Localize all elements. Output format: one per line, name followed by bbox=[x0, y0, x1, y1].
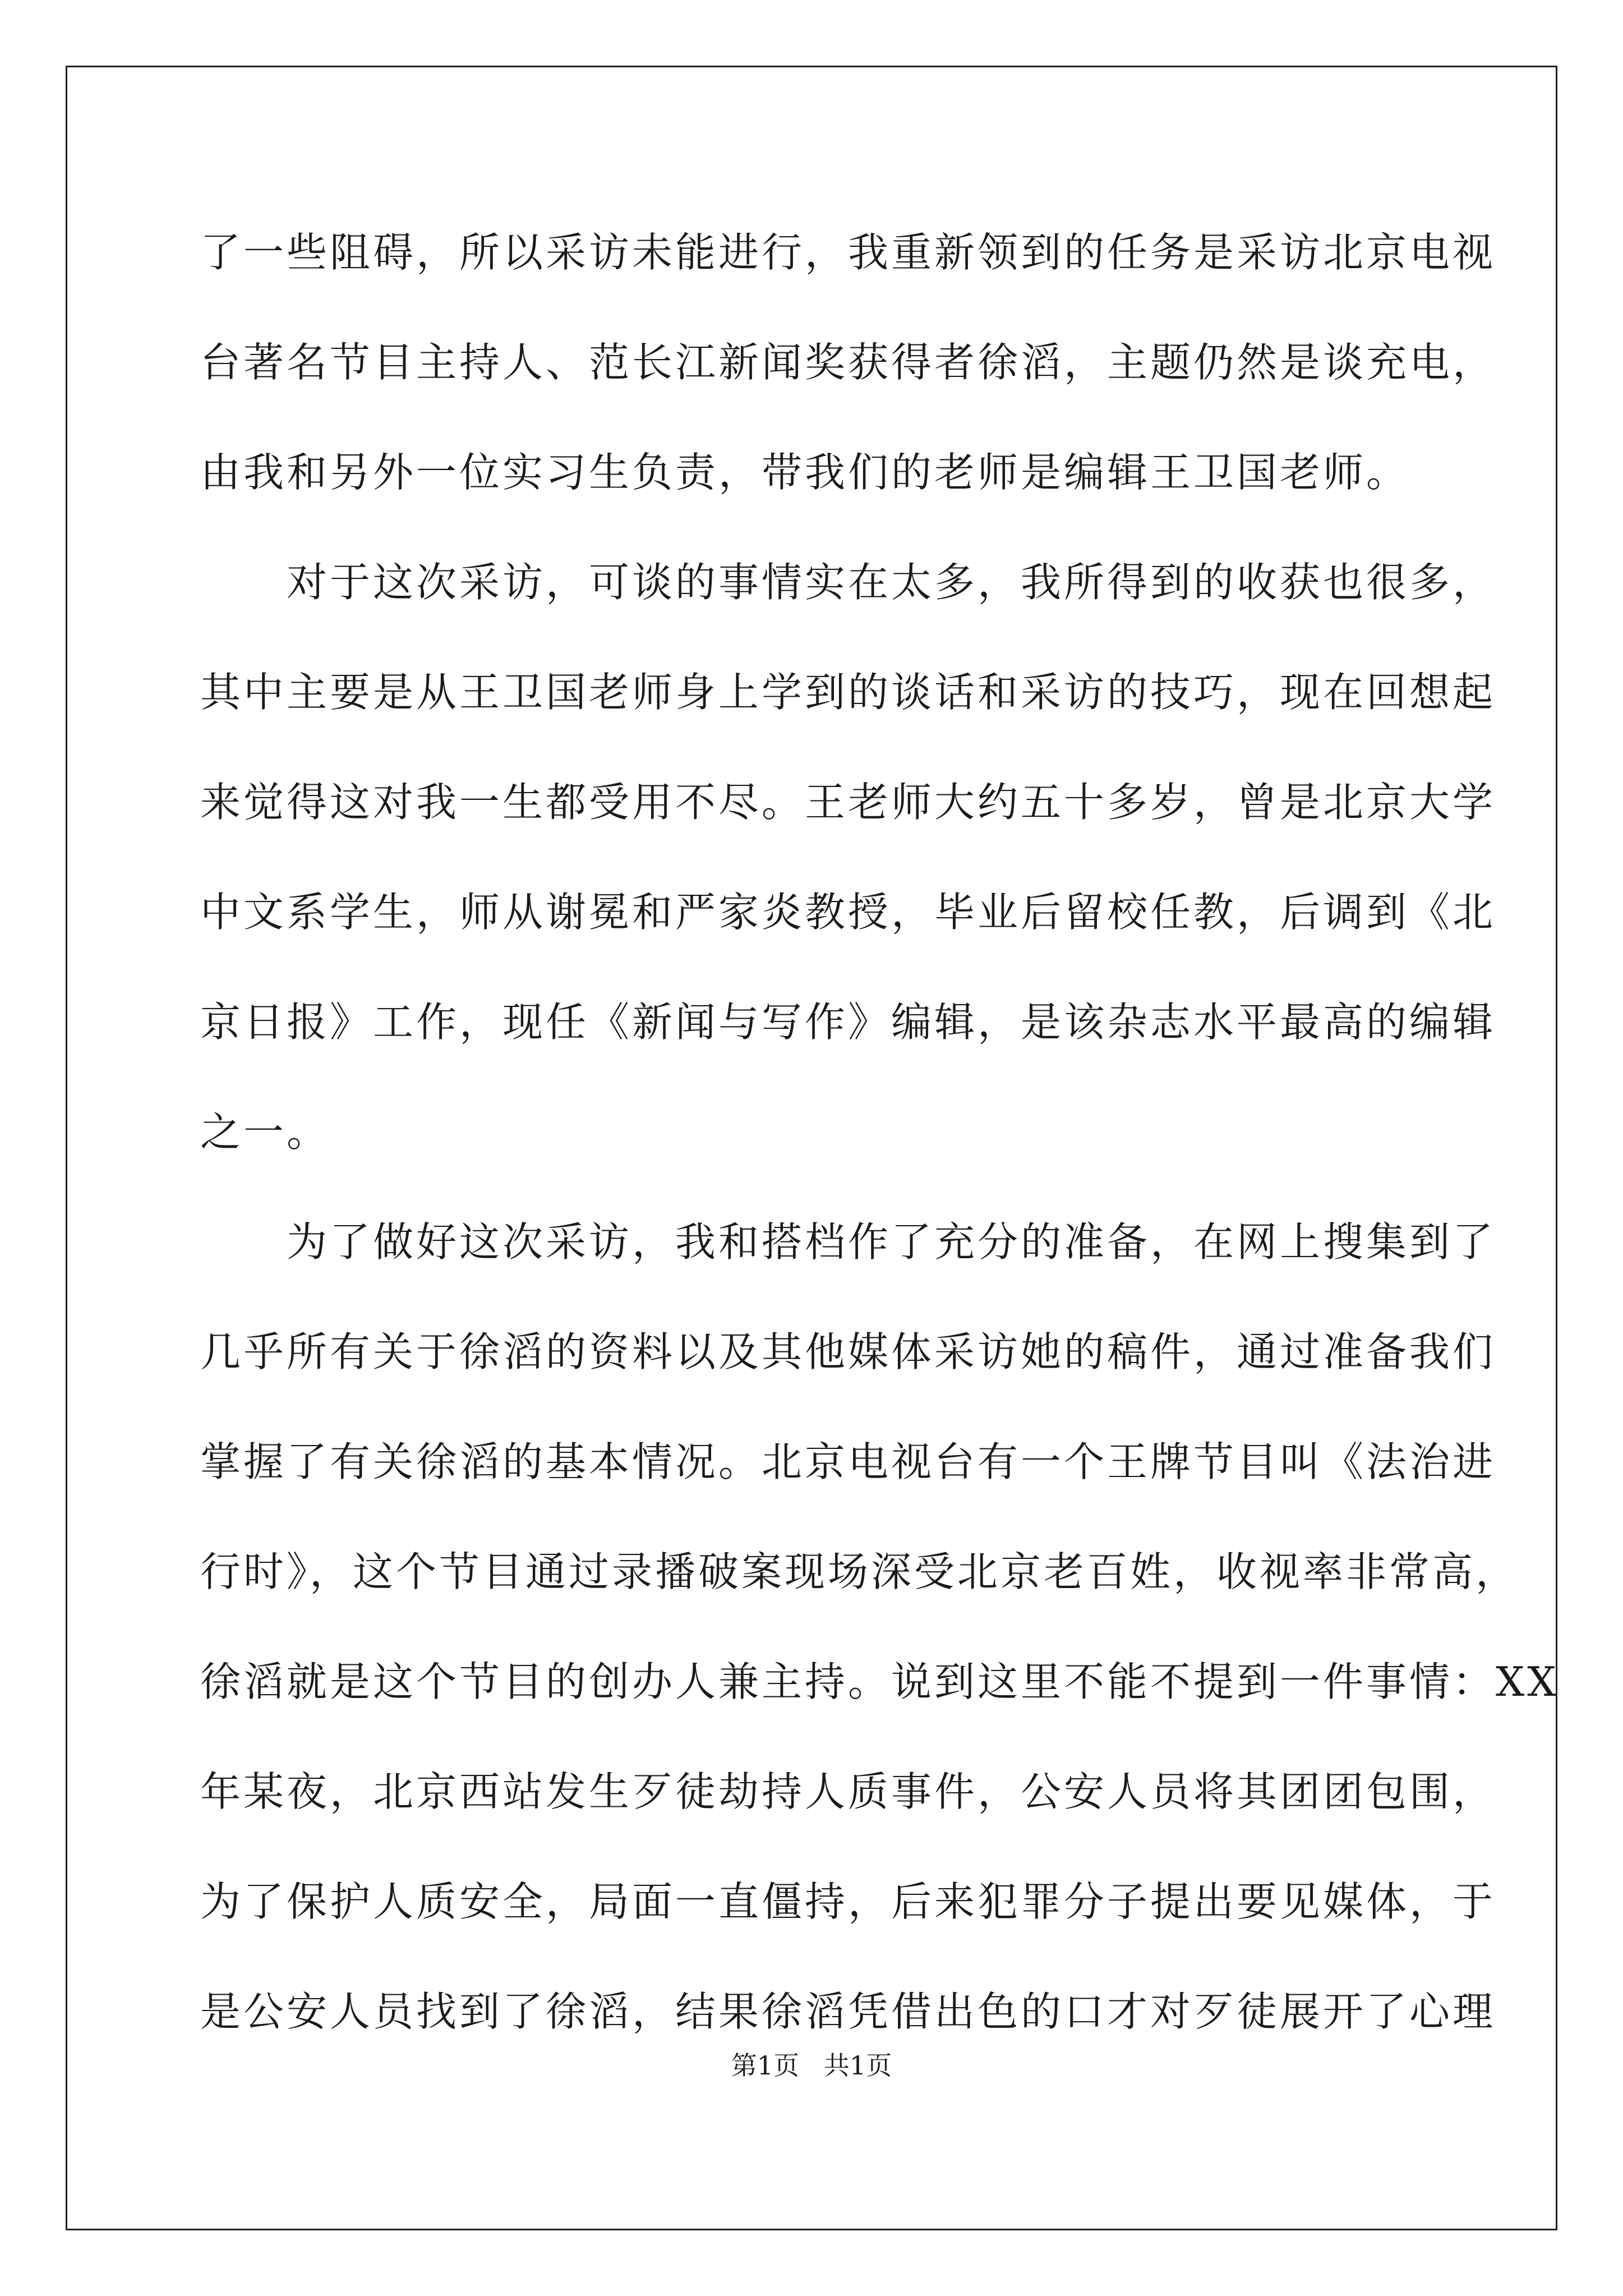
page-footer bbox=[0, 2049, 1623, 2082]
text-line: 掌握了有关徐滔的基本情况。北京电视台有一个王牌节目叫《法治进 bbox=[200, 1438, 1496, 1485]
text-line: 徐滔就是这个节目的创办人兼主持。说到这里不能不提到一件事情：XX bbox=[200, 1658, 1559, 1705]
page-number: 第1页 共1页 bbox=[731, 2050, 892, 2081]
text-line: 年某夜，北京西站发生歹徒劫持人质事件，公安人员将其团团包围， bbox=[200, 1768, 1496, 1815]
text-line: 其中主要是从王卫国老师身上学到的谈话和采访的技巧，现在回想起 bbox=[200, 669, 1496, 716]
text-line: 由我和另外一位实习生负责，带我们的老师是编辑王卫国老师。 bbox=[200, 449, 1410, 496]
text-line: 几乎所有关于徐滔的资料以及其他媒体采访她的稿件，通过准备我们 bbox=[200, 1328, 1496, 1375]
text-line: 为了做好这次采访，我和搭档作了充分的准备，在网上搜集到了 bbox=[200, 1218, 1496, 1266]
text-line: 来觉得这对我一生都受用不尽。王老师大约五十多岁，曾是北京大学 bbox=[200, 779, 1496, 826]
document-body bbox=[200, 222, 1559, 2091]
text-line: 京日报》工作，现任《新闻与写作》编辑，是该杂志水平最高的编辑 bbox=[200, 999, 1496, 1046]
text-line: 是公安人员找到了徐滔，结果徐滔凭借出色的口才对歹徒展开了心理 bbox=[200, 1988, 1496, 2035]
text-line: 了一些阻碍，所以采访未能进行，我重新领到的任务是采访北京电视 bbox=[200, 229, 1496, 276]
text-line: 之一。 bbox=[200, 1108, 330, 1156]
text-line: 行时》，这个节目通过录播破案现场深受北京老百姓，收视率非常高， bbox=[200, 1548, 1519, 1595]
text-line: 为了保护人质安全，局面一直僵持，后来犯罪分子提出要见媒体，于 bbox=[200, 1878, 1496, 1925]
text-line: 对于这次采访，可谈的事情实在太多，我所得到的收获也很多， bbox=[200, 559, 1496, 606]
text-line: 台著名节目主持人、范长江新闻奖获得者徐滔，主题仍然是谈充电， bbox=[200, 339, 1496, 386]
text-line: 中文系学生，师从谢冕和严家炎教授，毕业后留校任教，后调到《北 bbox=[200, 889, 1496, 936]
